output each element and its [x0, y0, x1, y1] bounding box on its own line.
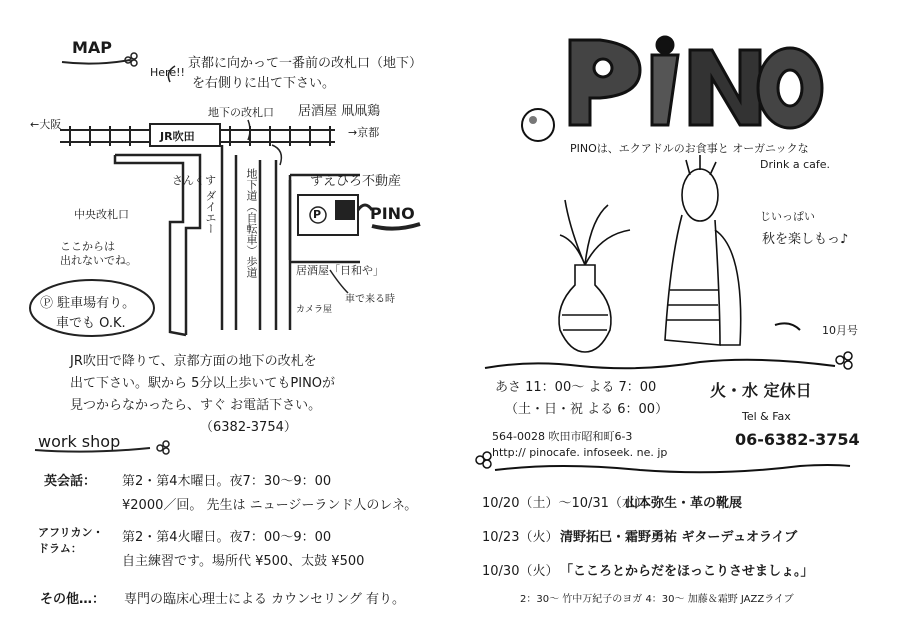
map-daiei: ダイエー — [204, 190, 217, 234]
workshop-line: 自主練習です。場所代 ¥500、太鼓 ¥500 — [122, 554, 365, 569]
flower-icon — [476, 452, 491, 468]
pino-tagline-2: Drink a cafe. — [760, 158, 831, 171]
workshop-label: アフリカン・ドラム： — [38, 526, 104, 555]
map-kuruma: 車で来る時 — [345, 294, 395, 305]
pino-autumn-2: 秋を楽しもっ♪ — [762, 232, 849, 247]
pino-address: 564-0028 吹田市昭和町6-3 — [492, 430, 633, 443]
map-chikado: 地下道（自転車）歩道 — [245, 168, 258, 278]
pino-issue: 10月号 — [822, 324, 858, 337]
pino-hours-1: あさ 11：00〜 よる 7：00 — [495, 380, 657, 395]
workshop-line: 第2・第4木曜日。夜7：30〜9：00 — [122, 474, 332, 489]
map-osaka: ←大阪 — [30, 118, 62, 131]
character-illustration — [665, 155, 741, 345]
pino-closed: 火・水 定休日 — [710, 381, 812, 400]
flower-icon — [125, 53, 137, 66]
map-izakaya-top: 居酒屋 凧凧鶏 — [298, 104, 381, 119]
map-sankusu: さんくす — [172, 174, 216, 187]
event-text: 清野拓巳・霜野勇祐 ギターデュオライブ — [560, 530, 798, 545]
workshop-line: ¥2000／回。 先生は ニュージーランド人のレネ。 — [122, 498, 418, 513]
map-chuo-kaisatsu: 中央改札口 — [74, 208, 129, 221]
event-date: 10/30（火） — [482, 564, 559, 579]
pino-tagline-1: PINOは、エクアドルのお食事と オーガニックな — [570, 142, 809, 155]
map-station: JR吹田 — [160, 130, 195, 143]
map-title: MAP — [72, 38, 113, 57]
workshop-title: work shop — [38, 432, 121, 451]
map-suehiro: すえひろ不動産 — [310, 174, 402, 189]
pino-autumn-1: じいっぱい — [760, 210, 815, 223]
map-directions-3: 見つからなかったら、すぐ お電話下さい。 — [70, 398, 322, 413]
map-kamera: カメラ屋 — [296, 305, 333, 315]
map-directions-1: JR吹田で降りて、京都方面の地下の改札を — [70, 354, 317, 369]
pino-logo-art — [570, 37, 822, 128]
pino-hours-2: （土・日・祝 よる 6：00） — [505, 402, 669, 417]
map-no-exit-1: ここからは — [60, 240, 115, 253]
workshop-label: 英会話： — [44, 474, 97, 489]
pino-tel: 06-6382-3754 — [735, 430, 860, 449]
event-text: 「こころとからだをほっこりさせましょ。」 — [560, 564, 814, 579]
map-parking-mark: P — [313, 208, 322, 221]
map-kyoto: →京都 — [348, 126, 380, 139]
flower-icon — [157, 441, 169, 454]
map-chika-kaisatsu: 地下の改札口 — [208, 106, 274, 119]
map-parking-note-1: Ⓟ 駐車場有り。 — [40, 296, 136, 311]
event-date: 10/20（土）〜10/31（水） — [482, 496, 648, 511]
map-no-exit-2: 出れないでね。 — [60, 254, 137, 267]
workshop-label: その他…： — [40, 592, 106, 607]
pino-url[interactable]: http:// pinocafe. infoseek. ne. jp — [492, 446, 668, 459]
map-directions-tel: （6382-3754） — [200, 420, 297, 435]
map-directions-2: 出て下さい。駅から 5分以上歩いてもPINOが — [70, 376, 336, 391]
pino-tel-label: Tel & Fax — [742, 410, 791, 423]
workshop-line: 第2・第4火曜日。夜7：00〜9：00 — [122, 530, 332, 545]
event-sub: 2：30〜 竹中万紀子のヨガ 4：30〜 加藤＆霜野 JAZZライブ — [520, 594, 794, 605]
map-parking-note-2: 車でも O.K. — [56, 316, 126, 331]
vase-illustration — [559, 200, 630, 352]
map-izakaya-bottom: 居酒屋「日和や」 — [296, 264, 384, 277]
map-note-top-1: 京都に向かって一番前の改札口（地下） — [188, 56, 423, 71]
event-text: 山本弥生・革の靴展 — [625, 496, 743, 511]
map-here-label: Here!! — [150, 66, 185, 79]
map-pino: PINO — [370, 204, 415, 223]
event-date: 10/23（火） — [482, 530, 559, 545]
map-note-top-2: を右側りに出て下さい。 — [192, 76, 336, 91]
flower-icon — [836, 352, 852, 369]
workshop-line: 専門の臨床心理士による カウンセリング 有り。 — [124, 592, 406, 607]
